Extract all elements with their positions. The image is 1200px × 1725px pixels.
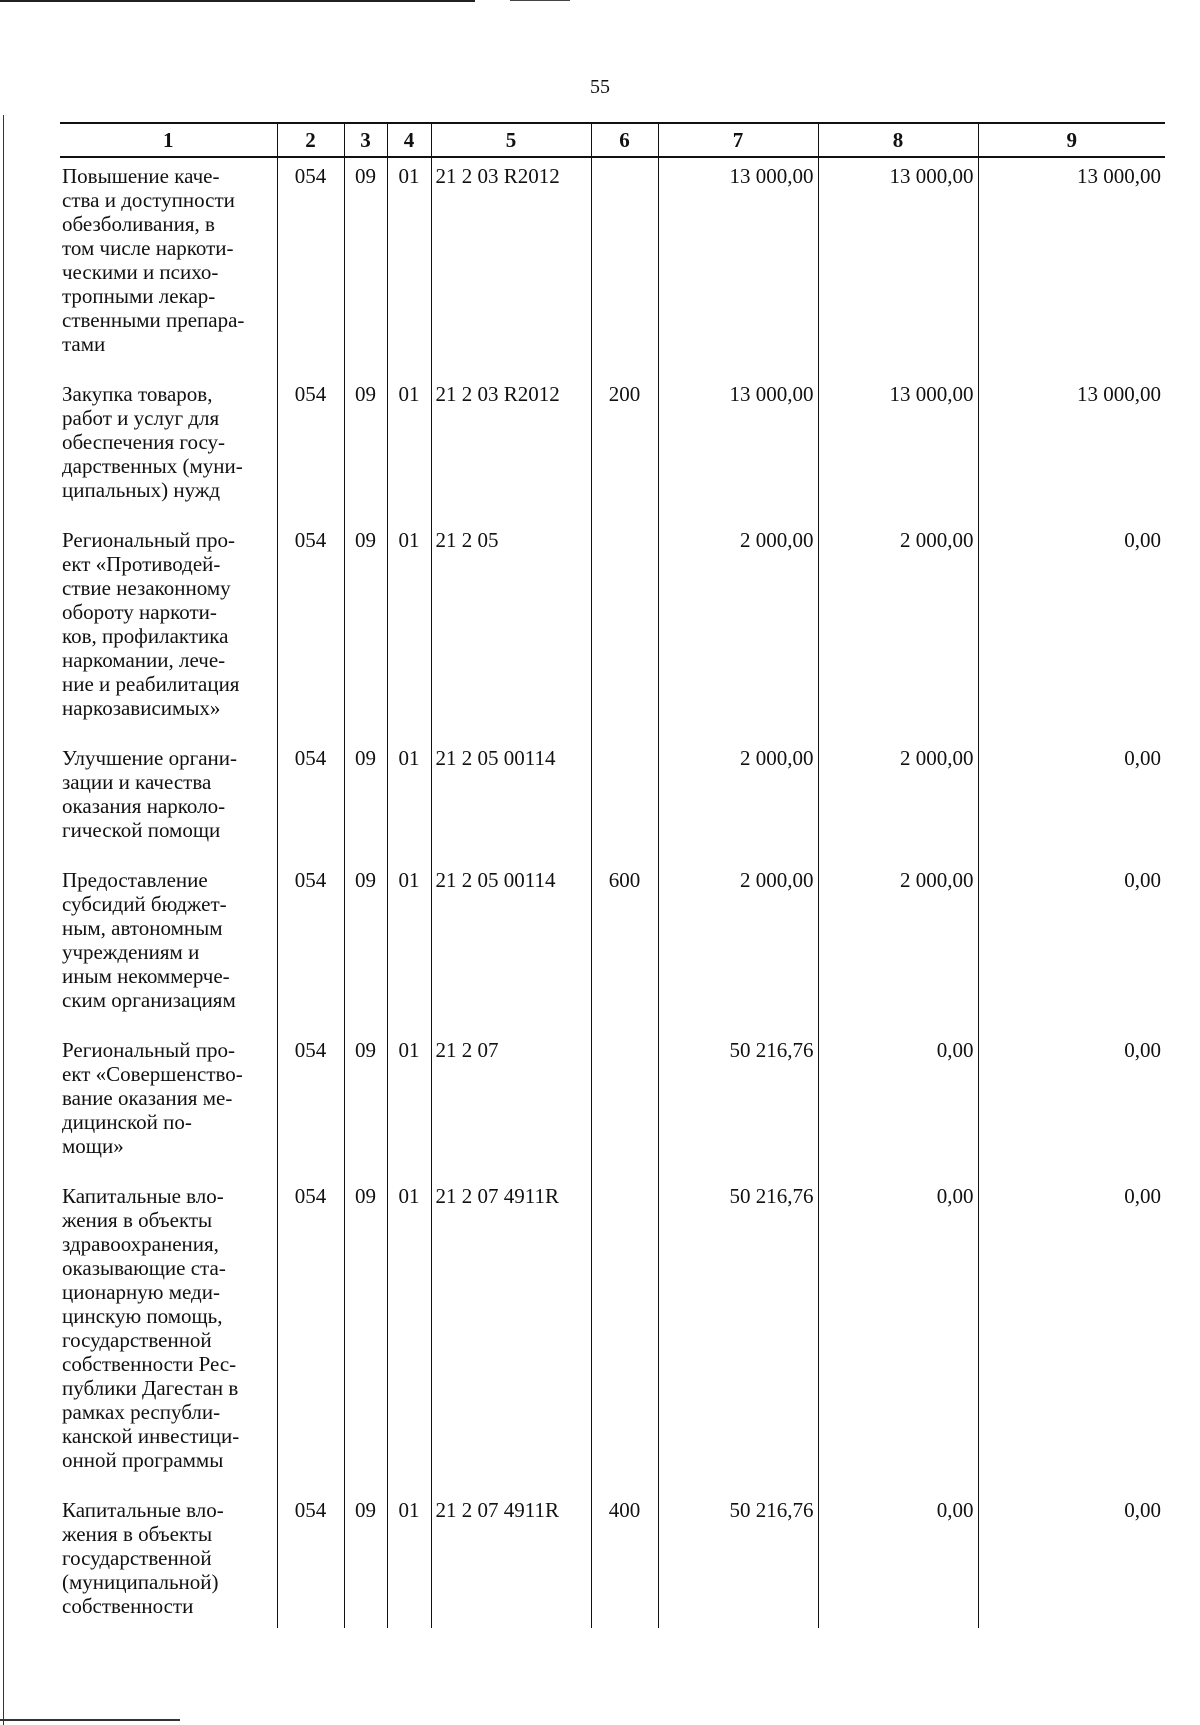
row-col-5: 21 2 05 xyxy=(431,522,591,740)
header-col-3: 3 xyxy=(344,123,387,157)
row-col-7: 13 000,00 xyxy=(658,157,818,376)
row-col-6 xyxy=(591,1178,658,1492)
header-col-1: 1 xyxy=(60,123,277,157)
row-col-7: 50 216,76 xyxy=(658,1032,818,1178)
table-row xyxy=(60,1178,1165,1492)
row-col-9: 0,00 xyxy=(978,1032,1165,1178)
row-col-5: 21 2 07 xyxy=(431,1032,591,1178)
row-col-5: 21 2 05 00114 xyxy=(431,862,591,1032)
header-col-5: 5 xyxy=(431,123,591,157)
table-row xyxy=(60,1492,1165,1628)
row-col-7: 50 216,76 xyxy=(658,1178,818,1492)
row-col-7: 13 000,00 xyxy=(658,376,818,522)
row-col-4: 01 xyxy=(387,157,431,376)
row-col-4: 01 xyxy=(387,862,431,1032)
scan-artifact-bottom-line xyxy=(0,1719,180,1721)
row-col-4: 01 xyxy=(387,740,431,862)
table-row xyxy=(60,740,1165,862)
row-col-6 xyxy=(591,157,658,376)
row-col-8: 2 000,00 xyxy=(818,862,978,1032)
row-name: Региональный про- ект «Противодей- ствие незаконному обороту наркоти- ков, профилактика наркомании, лече- ние и реабилитация наркозависимых» xyxy=(62,528,240,720)
row-col-3: 09 xyxy=(344,1492,387,1628)
row-col-2: 054 xyxy=(277,1032,344,1178)
row-col-5: 21 2 05 00114 xyxy=(431,740,591,862)
row-col-2: 054 xyxy=(277,1492,344,1628)
table-row xyxy=(60,376,1165,522)
row-name: Закупка товаров, работ и услуг для обеспечения госу- дарственных (муни- ципальных) нужд xyxy=(62,382,243,502)
scan-artifact-top-line-short xyxy=(510,0,570,1)
row-col-3: 09 xyxy=(344,862,387,1032)
row-col-7: 2 000,00 xyxy=(658,862,818,1032)
table-row xyxy=(60,862,1165,1032)
table-row xyxy=(60,522,1165,740)
row-col-8: 0,00 xyxy=(818,1492,978,1628)
row-col-2: 054 xyxy=(277,376,344,522)
row-col-4: 01 xyxy=(387,522,431,740)
scan-artifact-top-line xyxy=(0,0,475,2)
row-col-8: 0,00 xyxy=(818,1178,978,1492)
table-row xyxy=(60,1032,1165,1178)
row-col-9: 0,00 xyxy=(978,740,1165,862)
row-col-7: 2 000,00 xyxy=(658,740,818,862)
row-col-9: 0,00 xyxy=(978,862,1165,1032)
header-col-4: 4 xyxy=(387,123,431,157)
row-col-3: 09 xyxy=(344,157,387,376)
header-col-2: 2 xyxy=(277,123,344,157)
row-col-6: 600 xyxy=(591,862,658,1032)
row-col-8: 13 000,00 xyxy=(818,157,978,376)
row-col-8: 2 000,00 xyxy=(818,522,978,740)
row-name: Региональный про- ект «Совершенство- вание оказания ме- дицинской по- мощи» xyxy=(62,1038,243,1158)
row-col-4: 01 xyxy=(387,1492,431,1628)
header-col-6: 6 xyxy=(591,123,658,157)
row-col-8: 2 000,00 xyxy=(818,740,978,862)
table-row xyxy=(60,157,1165,376)
row-name: Улучшение органи- зации и качества оказания нарколо- гической помощи xyxy=(62,746,237,842)
row-col-9: 13 000,00 xyxy=(978,376,1165,522)
row-col-6 xyxy=(591,740,658,862)
row-col-9: 13 000,00 xyxy=(978,157,1165,376)
row-col-3: 09 xyxy=(344,1032,387,1178)
row-col-5: 21 2 03 R2012 xyxy=(431,157,591,376)
budget-table xyxy=(60,122,1165,1628)
row-col-2: 054 xyxy=(277,157,344,376)
row-name: Капитальные вло- жения в объекты государственной (муниципальной) собственности xyxy=(62,1498,224,1618)
row-col-8: 0,00 xyxy=(818,1032,978,1178)
row-col-7: 2 000,00 xyxy=(658,522,818,740)
row-col-6: 200 xyxy=(591,376,658,522)
row-col-4: 01 xyxy=(387,376,431,522)
row-col-4: 01 xyxy=(387,1032,431,1178)
row-col-2: 054 xyxy=(277,740,344,862)
header-col-8: 8 xyxy=(818,123,978,157)
row-col-5: 21 2 03 R2012 xyxy=(431,376,591,522)
row-col-3: 09 xyxy=(344,522,387,740)
row-col-6: 400 xyxy=(591,1492,658,1628)
row-name: Капитальные вло- жения в объекты здравоохранения, оказывающие ста- ционарную меди- цинскую помощь, государственной собственности Рес- публики Дагестан в рамках республи- канской инвестици- онной программы xyxy=(62,1184,240,1472)
row-col-3: 09 xyxy=(344,1178,387,1492)
row-col-2: 054 xyxy=(277,522,344,740)
row-name: Повышение каче- ства и доступности обезболивания, в том числе наркоти- ческими и психо- тропными лекар- ственными препара- тами xyxy=(62,164,245,356)
header-col-7: 7 xyxy=(658,123,818,157)
row-col-4: 01 xyxy=(387,1178,431,1492)
row-name: Предоставление субсидий бюджет- ным, автономным учреждениям и иным некоммерче- ским организациям xyxy=(62,868,236,1012)
row-col-7: 50 216,76 xyxy=(658,1492,818,1628)
row-col-5: 21 2 07 4911R xyxy=(431,1492,591,1628)
row-col-2: 054 xyxy=(277,862,344,1032)
row-col-3: 09 xyxy=(344,376,387,522)
row-col-9: 0,00 xyxy=(978,1178,1165,1492)
row-col-5: 21 2 07 4911R xyxy=(431,1178,591,1492)
page-number: 55 xyxy=(590,76,610,98)
row-col-6 xyxy=(591,522,658,740)
row-col-9: 0,00 xyxy=(978,522,1165,740)
table-body xyxy=(60,157,1165,1628)
table-header-row xyxy=(60,123,1165,157)
scan-artifact-left-line xyxy=(3,115,4,1725)
row-col-3: 09 xyxy=(344,740,387,862)
row-col-2: 054 xyxy=(277,1178,344,1492)
header-col-9: 9 xyxy=(978,123,1165,157)
row-col-6 xyxy=(591,1032,658,1178)
row-col-8: 13 000,00 xyxy=(818,376,978,522)
row-col-9: 0,00 xyxy=(978,1492,1165,1628)
